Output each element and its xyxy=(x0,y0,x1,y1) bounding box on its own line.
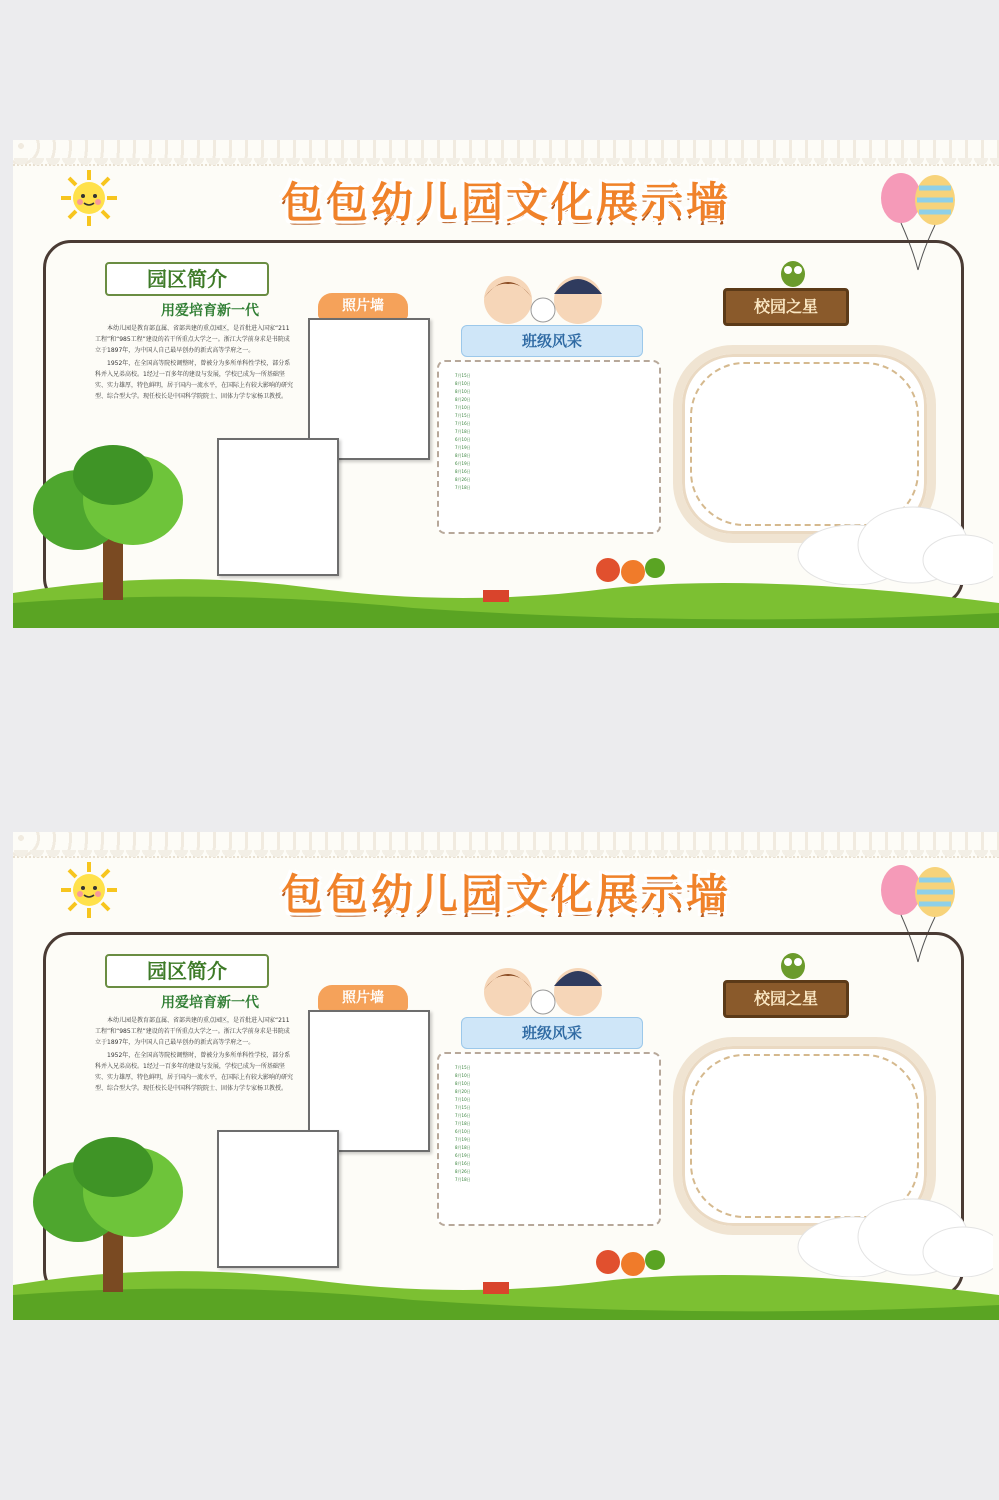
tree-icon xyxy=(23,1132,203,1302)
class-style-row xyxy=(439,1136,659,1144)
intro-text xyxy=(95,323,295,404)
class-style-date: 8月26日 xyxy=(455,1169,471,1174)
lace-scallop xyxy=(13,158,999,170)
class-style-date: 7月15日 xyxy=(455,1105,471,1110)
class-style-row xyxy=(439,1160,659,1168)
class-style-date: 6月19日 xyxy=(455,1153,471,1158)
kids-icon xyxy=(473,268,613,328)
class-style-date: 7月10日 xyxy=(455,405,471,410)
class-style-row xyxy=(439,1120,659,1128)
intro-subtitle: 用爱培育新一代 xyxy=(161,995,259,1011)
photo-wall-label: 照片墙 xyxy=(318,293,408,319)
class-style-date: 8月26日 xyxy=(455,477,471,482)
class-style-label: 班级风采 xyxy=(461,1017,643,1049)
class-style-date: 6月19日 xyxy=(455,461,471,466)
intro-paragraph: 1952年，在全国高等院校调整时，曾被分为多所单科性学校，部分系科并入兄弟高校。1经过一百多年的建设与发展，学校已成为一所基础坚实、实力雄厚，特色鲜明，居于国内一流水平，在国际上有较大影响的研究型、综合型大学。现任校长是中国科学院院士、固体力学专家杨卫教授。 xyxy=(95,360,294,400)
photo-wall-label: 照片墙 xyxy=(318,985,408,1011)
class-style-row xyxy=(439,484,659,492)
tree-icon xyxy=(23,440,203,610)
owl-icon xyxy=(773,950,813,980)
class-style-date: 7月10日 xyxy=(455,1097,471,1102)
class-style-row xyxy=(439,436,659,444)
class-style-row xyxy=(439,428,659,436)
class-style-row xyxy=(439,420,659,428)
class-style-row xyxy=(439,1080,659,1088)
class-style-date: 8月18日 xyxy=(455,453,471,458)
class-style-date: 7月15日 xyxy=(455,1065,471,1070)
intro-subtitle: 用爱培育新一代 xyxy=(161,303,259,319)
class-style-row xyxy=(439,1144,659,1152)
class-style-row xyxy=(439,1064,659,1072)
class-style-list xyxy=(439,1054,659,1184)
class-style-box xyxy=(437,360,661,534)
class-style-row xyxy=(439,1104,659,1112)
class-style-date: 7月15日 xyxy=(455,413,471,418)
class-style-date: 8月10日 xyxy=(455,1073,471,1078)
board-title: 包包幼儿园文化展示墙 xyxy=(280,178,731,227)
class-style-date: 7月18日 xyxy=(455,1177,471,1182)
class-style-date: 7月19日 xyxy=(455,445,471,450)
class-style-date: 8月20日 xyxy=(455,397,471,402)
lace-scallop xyxy=(13,850,999,862)
class-style-box xyxy=(437,1052,661,1226)
class-style-list xyxy=(439,362,659,492)
class-style-date: 8月10日 xyxy=(455,1081,471,1086)
class-style-row xyxy=(439,1176,659,1184)
class-style-date: 7月18日 xyxy=(455,1121,471,1126)
intro-paragraph: 本幼儿园是教育部直属、省部共建的重点园区，是首批进入国家“211工程”和“985工程”建设的若干所重点大学之一。浙江大学前身求是书院成立于1897年，为中国人自己最早创办的新式高等学府之一。 xyxy=(95,325,290,354)
class-style-date: 7月19日 xyxy=(455,1137,471,1142)
intro-paragraph: 本幼儿园是教育部直属、省部共建的重点园区，是首批进入国家“211工程”和“985工程”建设的若干所重点大学之一。浙江大学前身求是书院成立于1897年，为中国人自己最早创办的新式高等学府之一。 xyxy=(95,1017,290,1046)
intro-paragraph: 1952年，在全国高等院校调整时，曾被分为多所单科性学校，部分系科并入兄弟高校。1经过一百多年的建设与发展，学校已成为一所基础坚实、实力雄厚，特色鲜明，居于国内一流水平，在国际上有较大影响的研究型、综合型大学。现任校长是中国科学院院士、固体力学专家杨卫教授。 xyxy=(95,1052,294,1092)
class-style-row xyxy=(439,1128,659,1136)
class-style-row xyxy=(439,1096,659,1104)
class-style-date: 7月18日 xyxy=(455,485,471,490)
class-style-row xyxy=(439,1168,659,1176)
class-style-row xyxy=(439,388,659,396)
class-style-row xyxy=(439,396,659,404)
board-title: 包包幼儿园文化展示墙 xyxy=(280,870,731,919)
class-style-row xyxy=(439,1112,659,1120)
class-style-row xyxy=(439,1088,659,1096)
intro-label: 园区简介 xyxy=(105,954,269,988)
class-style-date: 8月18日 xyxy=(455,1145,471,1150)
display-board-bottom xyxy=(13,832,999,1320)
intro-label: 园区简介 xyxy=(105,262,269,296)
class-style-row xyxy=(439,468,659,476)
class-style-row xyxy=(439,476,659,484)
class-style-date: 8月16日 xyxy=(455,1161,471,1166)
flowers-icon xyxy=(593,1242,673,1282)
class-style-date: 6月10日 xyxy=(455,1129,471,1134)
class-style-row xyxy=(439,444,659,452)
flowers-icon xyxy=(593,550,673,590)
class-style-row xyxy=(439,460,659,468)
class-style-row xyxy=(439,1072,659,1080)
intro-text xyxy=(95,1015,295,1096)
class-style-date: 8月10日 xyxy=(455,389,471,394)
class-style-date: 8月16日 xyxy=(455,469,471,474)
owl-icon xyxy=(773,258,813,288)
class-style-row xyxy=(439,372,659,380)
class-style-date: 7月16日 xyxy=(455,421,471,426)
kids-icon xyxy=(473,960,613,1020)
school-star-label: 校园之星 xyxy=(723,980,849,1018)
class-style-row xyxy=(439,452,659,460)
class-style-label: 班级风采 xyxy=(461,325,643,357)
school-star-label: 校园之星 xyxy=(723,288,849,326)
class-style-date: 7月16日 xyxy=(455,1113,471,1118)
class-style-row xyxy=(439,380,659,388)
class-style-row xyxy=(439,1152,659,1160)
class-style-date: 8月20日 xyxy=(455,1089,471,1094)
class-style-date: 7月15日 xyxy=(455,373,471,378)
display-board-top xyxy=(13,140,999,628)
class-style-row xyxy=(439,404,659,412)
class-style-date: 8月10日 xyxy=(455,381,471,386)
class-style-date: 6月10日 xyxy=(455,437,471,442)
class-style-row xyxy=(439,412,659,420)
class-style-date: 7月18日 xyxy=(455,429,471,434)
